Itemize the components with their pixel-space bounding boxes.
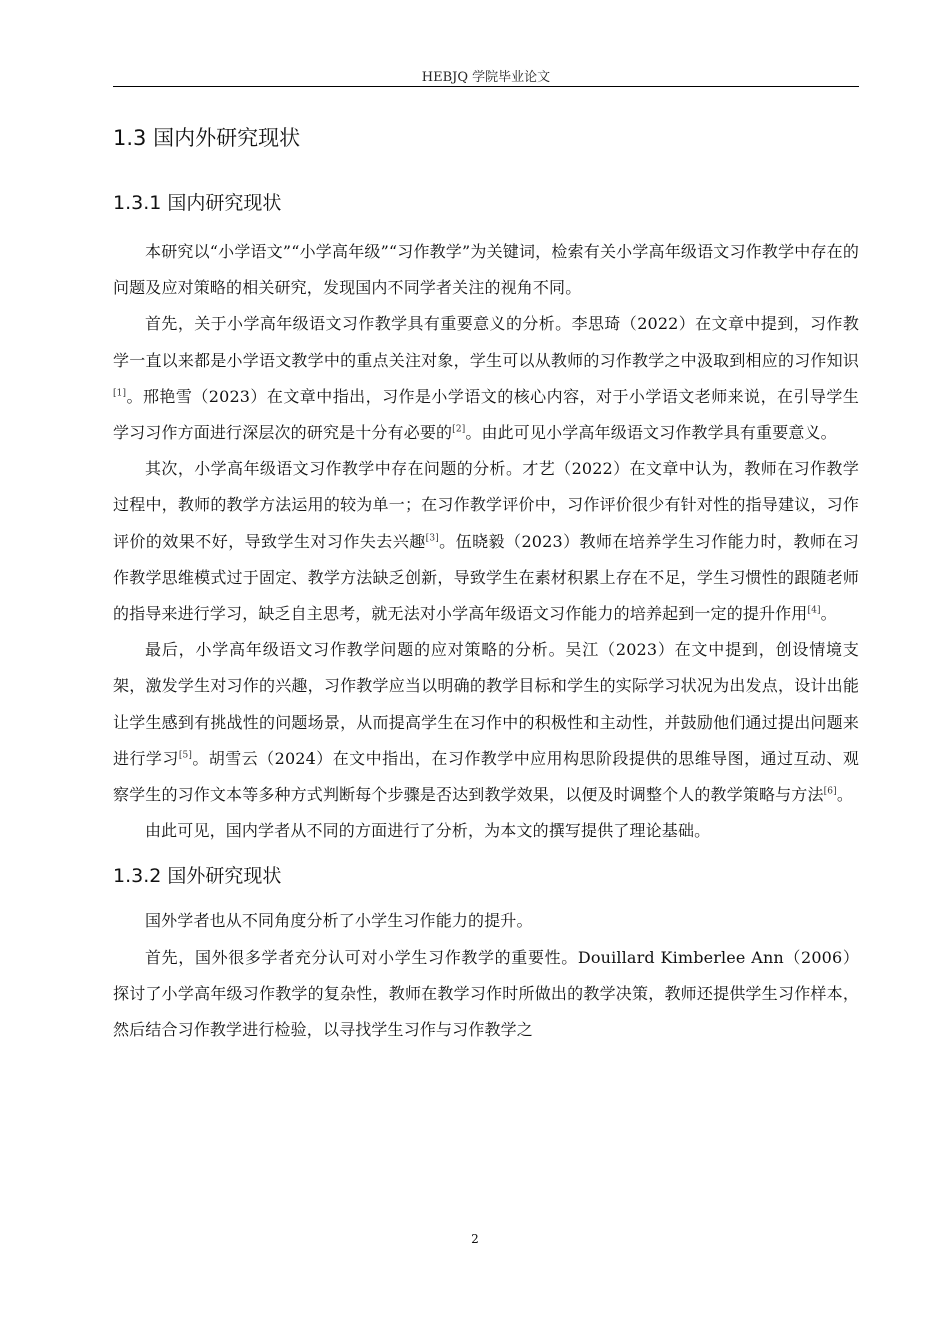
paragraph-conclusion: 由此可见，国内学者从不同的方面进行了分析，为本文的撰写提供了理论基础。 xyxy=(145,821,711,841)
paragraph-foreign-intro: 国外学者也从不同角度分析了小学生习作能力的提升。 xyxy=(145,911,533,931)
citation-ref-4[interactable]: [4] xyxy=(807,605,821,616)
text-run: 。由此可见小学高年级语文习作教学具有重要意义。 xyxy=(465,423,837,443)
citation-ref-6[interactable]: [6] xyxy=(823,786,837,797)
page-number: 2 xyxy=(471,1232,479,1246)
paragraph-significance xyxy=(113,306,859,451)
paragraph-problems xyxy=(113,451,859,632)
paragraph-strategies xyxy=(113,632,859,813)
citation-ref-3[interactable]: [3] xyxy=(425,533,439,544)
text-run: 。伍晓毅（2023）教师在培养学生习作能力时，教师在习作教学思维模式过于固定、教学方法缺乏创新，导致学生在素材积累上存在不足，学生习惯性的跟随老师的指导来进行学习，缺乏自主思考，就无法对小学高年级语文习作能力的培养起到一定的提升作用 xyxy=(113,531,859,624)
subsection-heading-foreign: 1.3.2 国外研究现状 xyxy=(113,865,282,888)
text-run: 最后，小学高年级语文习作教学问题的应对策略的分析。吴江（2023）在文中提到，创设情境支架，激发学生对习作的兴趣，习作教学应当以明确的教学目标和学生的实际学习状况为出发点，设计出能让学生感到有挑战性的问题场景，从而提高学生在习作中的积极性和主动性，并鼓励他们通过提出问题来进行学习 xyxy=(113,640,859,768)
running-header: HEBJQ 学院毕业论文 xyxy=(421,70,551,85)
paragraph-intro: 本研究以“小学语文”“小学高年级”“习作教学”为关键词，检索有关小学高年级语文习作教学中存在的问题及应对策略的相关研究，发现国内不同学者关注的视角不同。 xyxy=(113,242,859,298)
header-divider xyxy=(113,86,859,87)
citation-ref-1[interactable]: [1] xyxy=(113,388,127,399)
text-run: 。邢艳雪（2023）在文章中指出，习作是小学语文的核心内容，对于小学语文老师来说，在引导学生学习习作方面进行深层次的研究是十分有必要的 xyxy=(113,386,859,443)
text-run: 其次，小学高年级语文习作教学中存在问题的分析。才艺（2022）在文章中认为，教师在习作教学过程中，教师的教学方法运用的较为单一；在习作教学评价中，习作评价很少有针对性的指导建议，习作评价的效果不好，导致学生对习作失去兴趣 xyxy=(113,459,859,551)
citation-ref-2[interactable]: [2] xyxy=(452,424,466,435)
text-run: 。 xyxy=(836,785,853,805)
subsection-heading-domestic: 1.3.1 国内研究现状 xyxy=(113,192,282,214)
section-heading: 1.3 国内外研究现状 xyxy=(113,126,301,150)
text-run: 。 xyxy=(820,604,837,624)
page-body xyxy=(113,118,859,1048)
citation-ref-5[interactable]: [5] xyxy=(178,750,193,761)
paragraph-foreign-first: 首先，国外很多学者充分认可对小学生习作教学的重要性。Douillard Kimberlee Ann（2006）探讨了小学高年级习作教学的复杂性，教师在教学习作时所做出的教学决策，教师还提供学生习作样本，然后结合习作教学进行检验，以寻找学生习作与习作教学之 xyxy=(113,947,859,1040)
text-run: 首先，关于小学高年级语文习作教学具有重要意义的分析。李思琦（2022）在文章中提到，习作教学一直以来都是小学语文教学中的重点关注对象，学生可以从教师的习作教学之中汲取到相应的习作知识 xyxy=(113,314,859,370)
text-run: 。胡雪云（2024）在文中指出，在习作教学中应用构思阶段提供的思维导图，通过互动、观察学生的习作文本等多种方式判断每个步骤是否达到教学效果，以便及时调整个人的教学策略与方法 xyxy=(113,748,859,805)
